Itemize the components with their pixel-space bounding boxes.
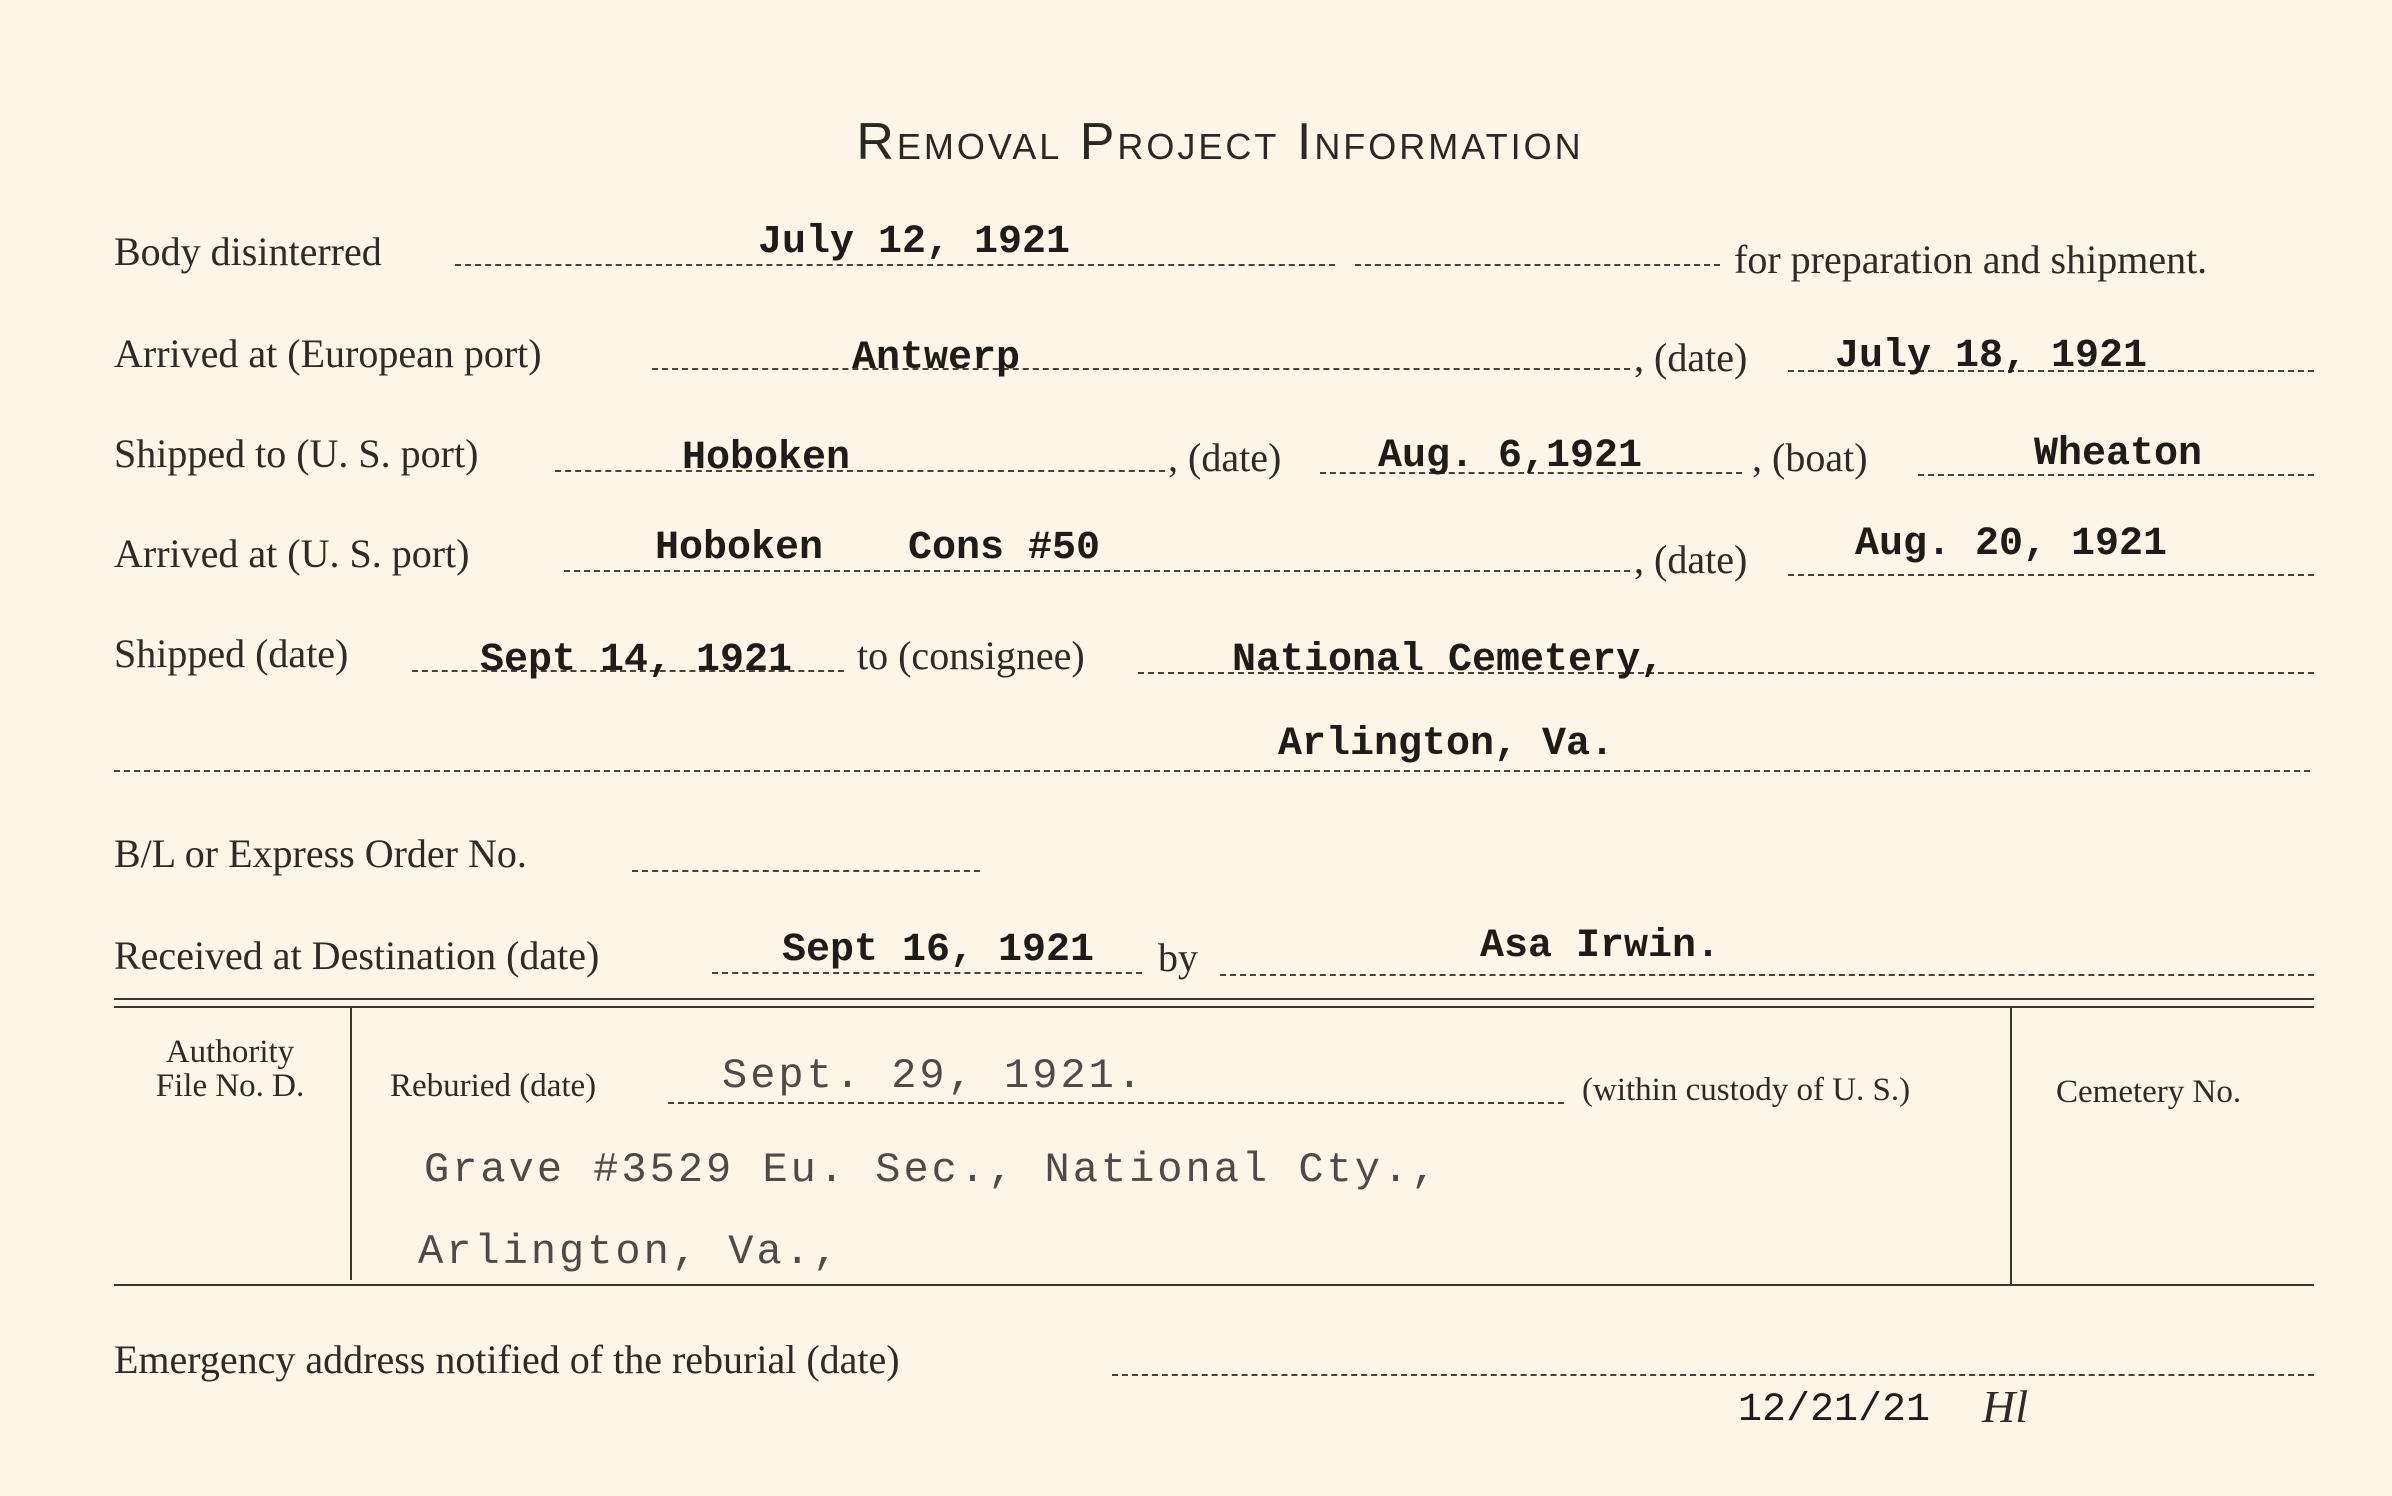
label-emergency-address: Emergency address notified of the reburial (date) [114, 1337, 900, 1382]
value-consignee-line2: Arlington, Va. [1278, 722, 1615, 767]
fill-line [1788, 574, 2314, 576]
fill-line [114, 770, 2310, 772]
fill-line [1220, 974, 2314, 976]
label-authority-file-no: File No. D. [155, 1068, 305, 1104]
label-authority: Authority [165, 1034, 295, 1070]
value-consignee-line1: National Cemetery, [1232, 638, 1665, 683]
label-received-destination: Received at Destination (date) [114, 933, 600, 978]
label-bl-express-order: B/L or Express Order No. [114, 831, 527, 876]
value-us-arrival-date: Aug. 20, 1921 [1855, 522, 2168, 567]
label-shipped-to-us-port: Shipped to (U. S. port) [114, 431, 479, 476]
value-received-date: Sept 16, 1921 [782, 928, 1095, 973]
label-arrived-european-port: Arrived at (European port) [114, 331, 542, 376]
value-grave-line1: Grave #3529 Eu. Sec., National Cty., [424, 1146, 1440, 1194]
value-us-port-arrived: Hoboken [655, 526, 824, 571]
value-european-port: Antwerp [852, 336, 1021, 381]
label-european-date: , (date) [1634, 335, 1748, 380]
value-shipped-date: Sept 14, 1921 [480, 638, 793, 683]
card-title: Removal Project Information [856, 113, 1584, 171]
value-european-date: July 18, 1921 [1835, 334, 2148, 379]
rule-right-column [2010, 1008, 2012, 1286]
fill-line [652, 368, 1630, 370]
rule-bottom [114, 1284, 2314, 1286]
label-body-disinterred: Body disinterred [114, 229, 382, 274]
fill-line [632, 870, 980, 872]
label-arrived-us-port: Arrived at (U. S. port) [114, 531, 470, 576]
fill-line [555, 470, 1165, 472]
value-emergency-date: 12/21/21 [1738, 1388, 1931, 1433]
fill-line [1355, 264, 1720, 266]
label-within-custody: (within custody of U. S.) [1582, 1072, 1911, 1108]
fill-line [1112, 1374, 2314, 1376]
label-for-preparation: for preparation and shipment. [1734, 237, 2208, 282]
label-shipped-date: Shipped (date) [114, 631, 349, 676]
label-cemetery-no: Cemetery No. [2056, 1074, 2242, 1110]
rule-top-2 [114, 1006, 2314, 1008]
label-reburied-date: Reburied (date) [390, 1068, 597, 1104]
fill-line [668, 1102, 1564, 1104]
label-received-by: by [1158, 935, 1198, 980]
value-disinterred-date: July 12, 1921 [758, 220, 1071, 265]
value-reburied-date: Sept. 29, 1921. [722, 1052, 1146, 1100]
value-us-port-shipped: Hoboken [682, 436, 851, 481]
label-us-arrival-date: , (date) [1634, 537, 1748, 582]
label-boat: , (boat) [1752, 435, 1868, 480]
label-to-consignee: to (consignee) [857, 633, 1085, 678]
value-received-by: Asa Irwin. [1480, 924, 1721, 969]
rule-top-1 [114, 998, 2314, 1000]
value-us-ship-date: Aug. 6,1921 [1378, 434, 1643, 479]
value-grave-line2: Arlington, Va., [418, 1228, 842, 1276]
value-us-port-arrived-note: Cons #50 [908, 526, 1101, 571]
value-boat-name: Wheaton [2034, 432, 2203, 477]
handwritten-initials: Hl [1982, 1381, 2028, 1432]
rule-left-column [350, 1008, 352, 1280]
label-us-ship-date: , (date) [1168, 435, 1282, 480]
